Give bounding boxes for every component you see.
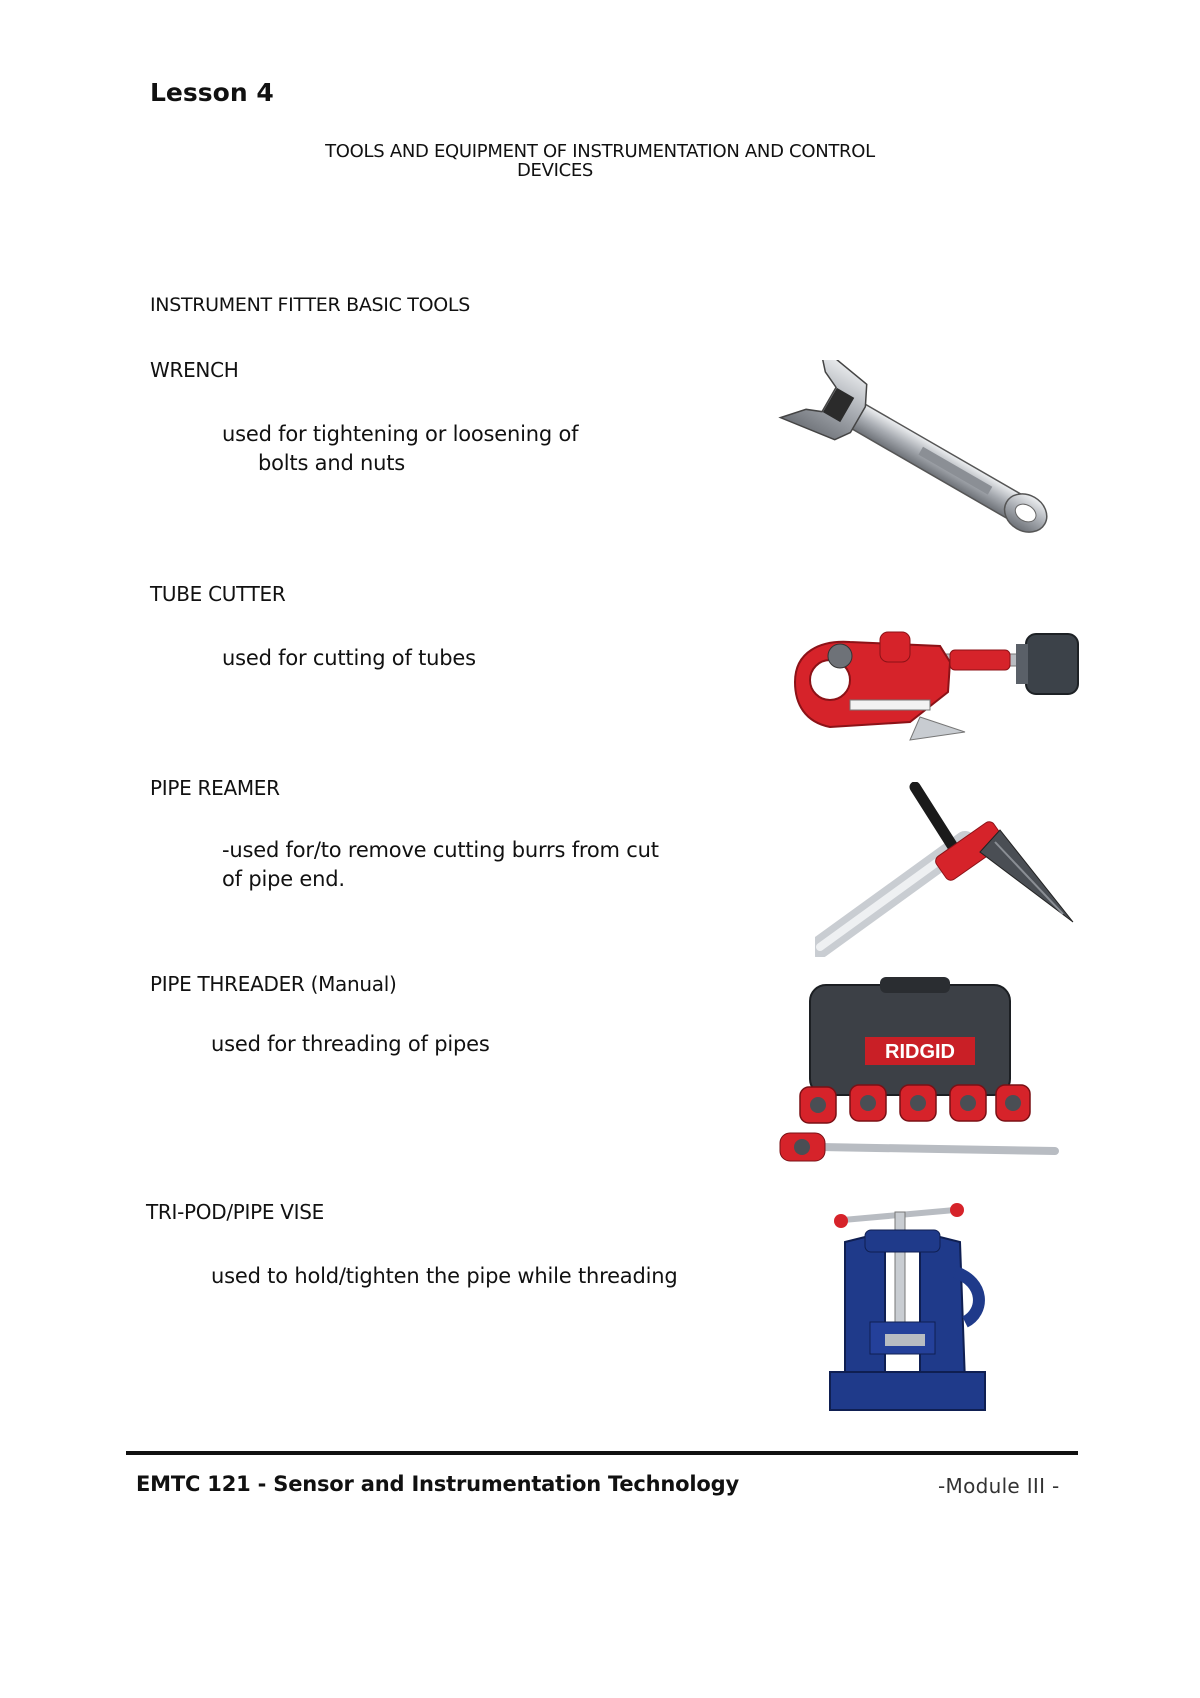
footer-course: EMTC 121 - Sensor and Instrumentation Technology (136, 1472, 739, 1496)
pipe-vise-icon (825, 1192, 995, 1422)
ridgid-logo: RIDGID (885, 1041, 955, 1063)
tool-desc-pipe-threader (211, 1030, 490, 1059)
section-title: INSTRUMENT FITTER BASIC TOOLS (150, 294, 470, 316)
tool-name-pipe-reamer: PIPE REAMER (150, 776, 280, 800)
tool-desc-pipe-reamer (222, 836, 659, 894)
tool-desc-line: used for cutting of tubes (222, 646, 476, 670)
pipe-reamer-icon (815, 782, 1075, 957)
tool-desc-line: -used for/to remove cutting burrs from cut (222, 838, 659, 862)
tool-name-pipe-vise: TRI-POD/PIPE VISE (146, 1200, 324, 1224)
tool-desc-line: used for tightening or loosening of (222, 422, 579, 446)
pipe-threader-kit-icon (770, 975, 1070, 1175)
footer-rule (126, 1451, 1078, 1455)
tool-desc-wrench (222, 420, 578, 478)
tool-desc-line: bolts and nuts (258, 451, 406, 475)
tool-name-wrench: WRENCH (150, 358, 239, 382)
tube-cutter-icon (790, 622, 1090, 752)
tool-desc-pipe-vise (211, 1262, 677, 1291)
tool-name-pipe-threader: PIPE THREADER (Manual) (150, 972, 397, 996)
tool-desc-line: used to hold/tighten the pipe while threading (211, 1264, 678, 1288)
lesson-heading: Lesson 4 (150, 78, 274, 107)
subtitle-line-2: DEVICES (516, 160, 594, 181)
adjustable-wrench-icon (770, 360, 1070, 545)
tool-desc-line: used for threading of pipes (211, 1032, 490, 1056)
footer-module: -Module III - (938, 1474, 1060, 1498)
document-subtitle (0, 142, 1200, 180)
tool-desc-line: of pipe end. (222, 867, 345, 891)
tool-desc-tube-cutter (222, 644, 476, 673)
tool-name-tube-cutter: TUBE CUTTER (150, 582, 286, 606)
subtitle-line-1: TOOLS AND EQUIPMENT OF INSTRUMENTATION AND CONTROL (325, 141, 875, 162)
